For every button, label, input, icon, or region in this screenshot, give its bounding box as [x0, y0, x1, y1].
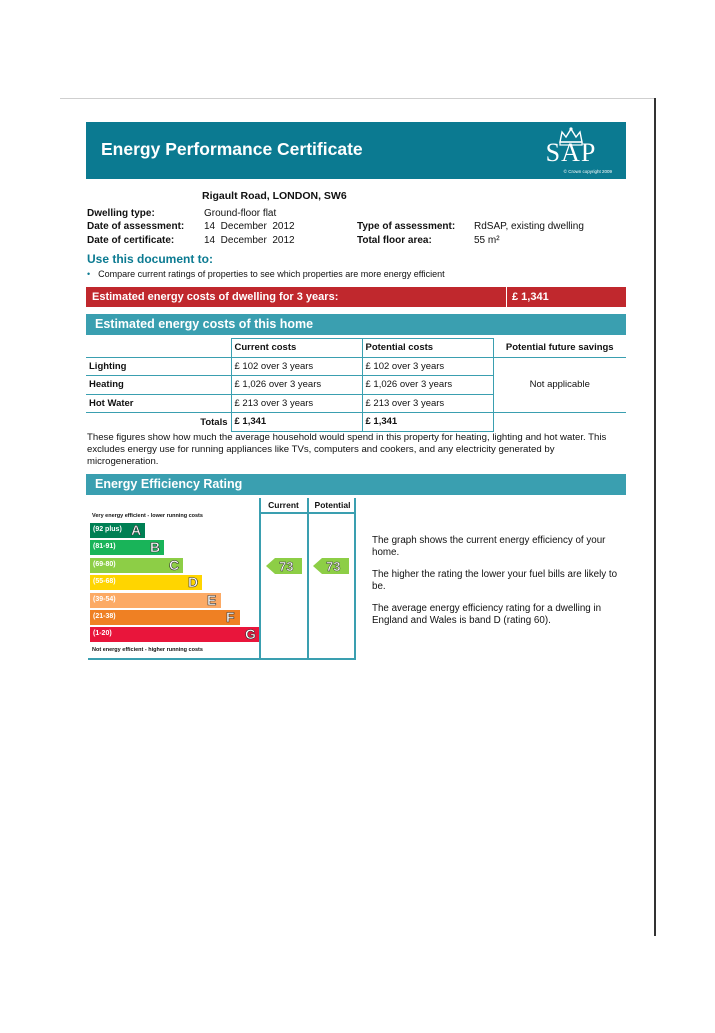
- band-letter-label: A: [131, 522, 142, 538]
- estimated-cost-banner: [86, 287, 626, 307]
- potential-column-header: Potential: [314, 500, 351, 510]
- band-range-label: (1-20): [93, 630, 112, 638]
- band-range-label: (55-68): [93, 578, 116, 586]
- totals-current: £ 1,341: [231, 413, 362, 432]
- band-range-label: (39-54): [93, 595, 116, 603]
- certificate-date-label: Date of certificate:: [87, 235, 175, 246]
- potential-rating-arrow: [313, 558, 349, 574]
- energy-rating-chart: [88, 498, 356, 660]
- table-header-cell: Current costs: [231, 339, 362, 358]
- rating-explanation: The higher the rating the lower your fuel bills are likely to be.: [372, 569, 618, 592]
- band-letter-label: C: [169, 556, 180, 573]
- graph-explanation: The graph shows the current energy efficiency of your home.: [372, 535, 606, 558]
- rating-band-d: [90, 575, 202, 590]
- average-rating-note: The average energy efficiency rating for a dwelling in England and Wales is band D (rating 60).: [372, 603, 602, 626]
- use-document-bullet: [87, 269, 445, 279]
- table-header-cell: [86, 339, 231, 358]
- rating-band-a: [90, 523, 145, 538]
- certificate-header: [86, 122, 626, 179]
- use-document-heading: Use this document to:: [87, 252, 214, 266]
- potential-cost-cell: £ 213 over 3 years: [362, 394, 493, 413]
- potential-savings-cell: Not applicable: [493, 357, 626, 413]
- bullet-icon: •: [87, 269, 91, 279]
- rating-section-heading: [86, 474, 626, 495]
- sap-logo: [530, 126, 612, 176]
- band-range-label: (21-38): [93, 613, 116, 620]
- table-row: [86, 357, 626, 376]
- band-letter-label: F: [226, 609, 235, 625]
- chart-divider: [259, 498, 261, 660]
- band-letter-label: D: [188, 574, 199, 591]
- band-range-label: (92 plus): [93, 526, 122, 533]
- certificate-date-value: 14 December 2012: [204, 235, 295, 246]
- row-label: Hot Water: [86, 394, 231, 413]
- row-label: Lighting: [86, 357, 231, 376]
- costs-section-title: Estimated energy costs of this home: [95, 317, 314, 331]
- band-letter-label: E: [207, 591, 217, 608]
- potential-cost-cell: £ 102 over 3 years: [362, 357, 493, 376]
- current-rating-arrow: [266, 558, 302, 574]
- inefficient-note: Not energy efficient - higher running costs: [92, 647, 203, 653]
- estimated-cost-value: £ 1,341: [512, 291, 549, 303]
- property-address: Rigault Road, LONDON, SW6: [202, 190, 347, 202]
- sap-logo-text: SAP: [545, 138, 597, 167]
- costs-table: [86, 338, 626, 432]
- rating-band-f: [90, 610, 240, 625]
- rating-value: 73: [279, 558, 294, 574]
- copyright-note: © Crown copyright 2009: [563, 169, 612, 174]
- use-document-bullet-text: Compare current ratings of properties to see which properties are more energy efficient: [98, 269, 445, 279]
- table-header-row: [86, 339, 626, 358]
- table-header-cell: Potential costs: [362, 339, 493, 358]
- band-letter-label: G: [245, 626, 256, 643]
- costs-explanation: These figures show how much the average household would spend in this property for heating, lighting and hot water. This excludes energy use for running appliances like TVs, computers and cookers, and any electricity generated by microgeneration.: [87, 432, 607, 467]
- page-right-rule: [654, 98, 656, 936]
- dwelling-type-value: Ground-floor flat: [204, 208, 277, 219]
- row-label: Heating: [86, 376, 231, 395]
- efficient-note: Very energy efficient - lower running costs: [92, 513, 203, 519]
- rating-band-c: [90, 558, 183, 573]
- estimated-cost-label: Estimated energy costs of dwelling for 3 years:: [92, 291, 339, 303]
- current-cost-cell: £ 213 over 3 years: [231, 394, 362, 413]
- dwelling-type-label: Dwelling type:: [87, 208, 155, 219]
- rating-band-e: [90, 593, 221, 608]
- assessment-type-label: Type of assessment:: [357, 221, 456, 232]
- rating-band-b: [90, 540, 164, 555]
- totals-label: Totals: [200, 416, 228, 428]
- chart-divider: [354, 498, 356, 660]
- totals-potential: £ 1,341: [362, 413, 493, 432]
- current-column-header: Current: [268, 500, 299, 510]
- potential-cost-cell: £ 1,026 over 3 years: [362, 376, 493, 395]
- current-cost-cell: £ 1,026 over 3 years: [231, 376, 362, 395]
- chart-bottom-rule: [88, 658, 356, 660]
- floor-area-value: 55 m²: [474, 235, 500, 246]
- assessment-date-label: Date of assessment:: [87, 221, 185, 232]
- rating-section-title: Energy Efficiency Rating: [95, 477, 243, 491]
- rating-band-g: [90, 627, 259, 642]
- banner-divider: [506, 287, 507, 307]
- chart-divider: [307, 498, 309, 660]
- current-cost-cell: £ 102 over 3 years: [231, 357, 362, 376]
- totals-row: [86, 413, 626, 432]
- certificate-title: Energy Performance Certificate: [101, 139, 363, 159]
- band-letter-label: B: [150, 539, 161, 556]
- band-range-label: (69-80): [93, 560, 116, 568]
- assessment-type-value: RdSAP, existing dwelling: [474, 221, 584, 232]
- band-range-label: (81-91): [93, 543, 116, 551]
- totals-empty-cell: [493, 413, 626, 432]
- assessment-date-value: 14 December 2012: [204, 221, 295, 232]
- floor-area-label: Total floor area:: [357, 235, 432, 246]
- rating-value: 73: [326, 558, 341, 574]
- table-header-cell: Potential future savings: [493, 339, 626, 358]
- page-top-rule: [60, 98, 656, 99]
- costs-section-heading: [86, 314, 626, 335]
